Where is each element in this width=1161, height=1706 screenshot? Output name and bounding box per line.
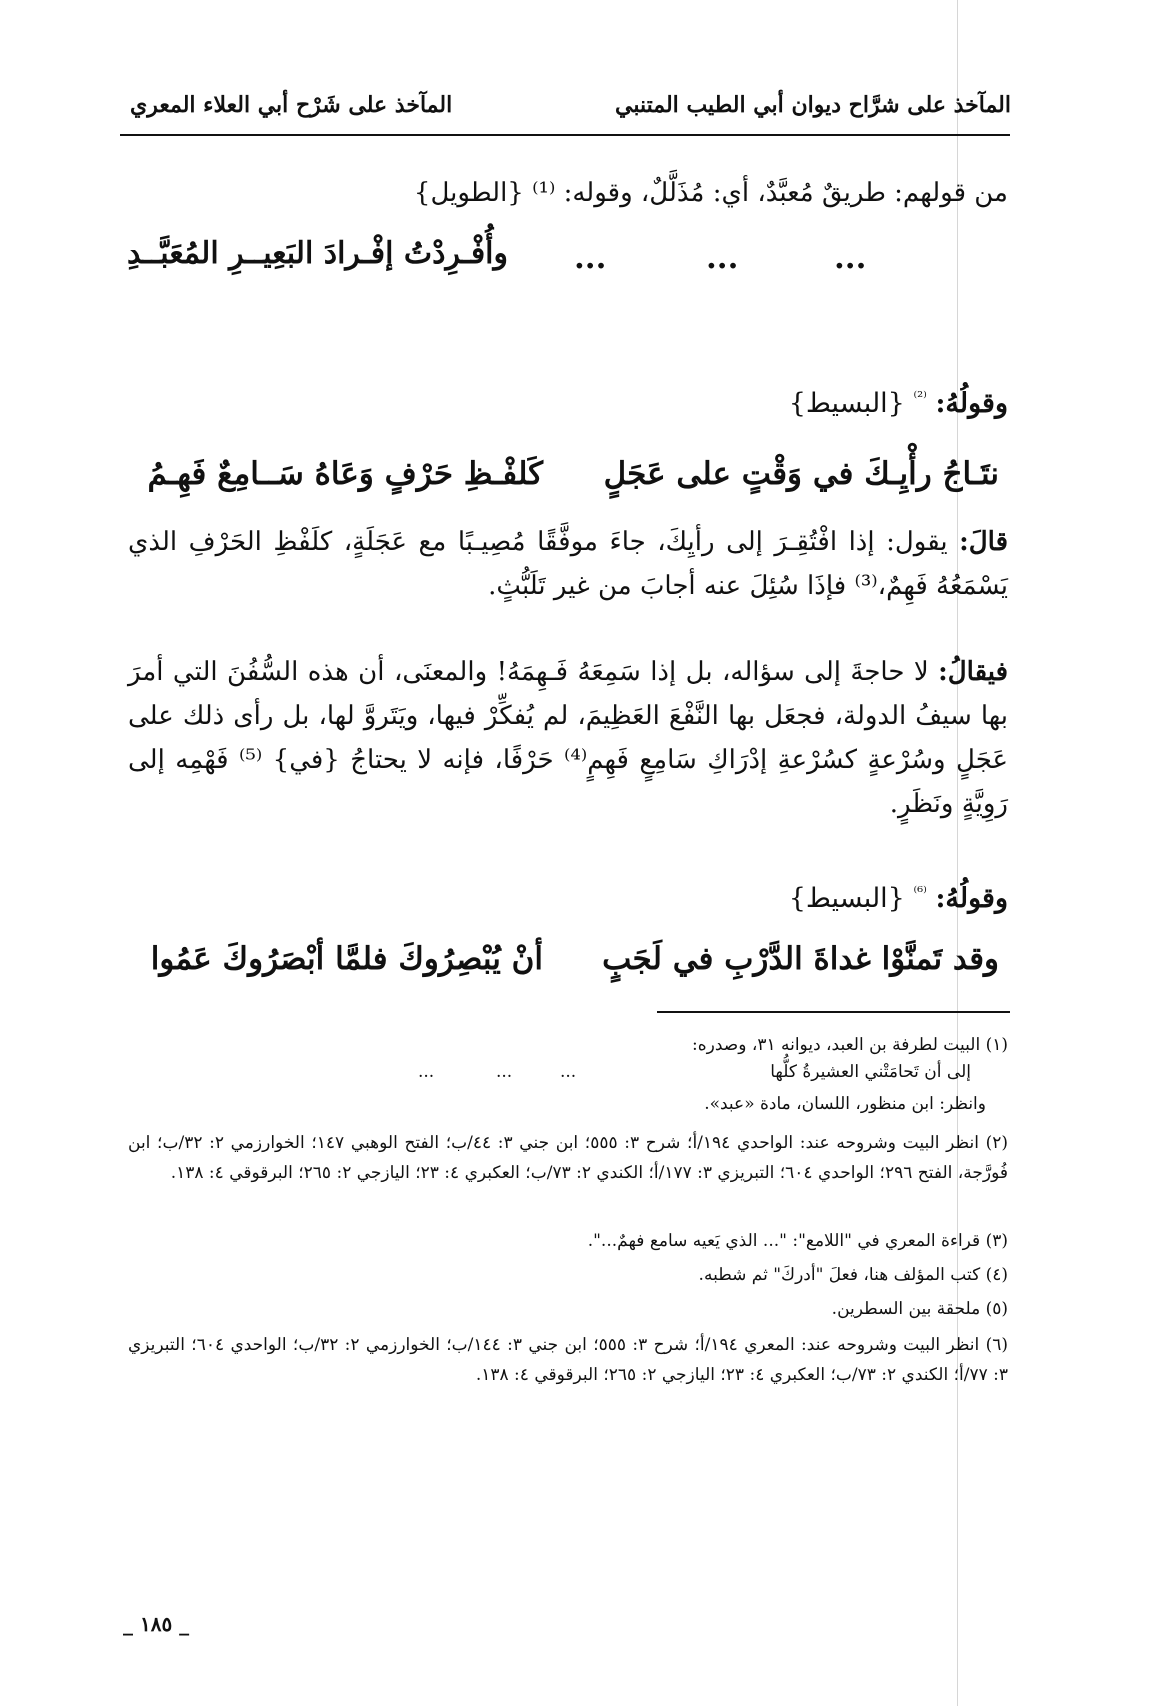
poem2-hemistich-1: وقد تَمنَّوْا غداةَ الدَّرْبِ في لَجَبٍ bbox=[602, 941, 999, 977]
paragraph-2-lead: فيقالُ: bbox=[938, 657, 1008, 687]
poem2-meter: {البسيط} bbox=[788, 883, 905, 914]
footnote-5: (٥) ملحقة بين السطرين. bbox=[831, 1299, 1008, 1319]
running-head-left: المآخذ على شَرْح أبي العلاء المعري bbox=[130, 92, 453, 118]
poem1-label-word: وقولُهُ: bbox=[935, 388, 1008, 419]
poem2-label-word: وقولُهُ: bbox=[935, 883, 1008, 914]
poem2-footnote-ref: ⁽⁶⁾ bbox=[913, 883, 927, 901]
intro-verse-hemistich: وأُفْـرِدْتُ إفْـرادَ البَعِيــرِ المُعَبَّــدِ bbox=[126, 236, 508, 271]
poem1-hemistich-2: كَلفْـظِ حَرْفٍ وَعَاهُ سَــامِعٌ فَهِـمُ bbox=[147, 456, 543, 492]
footnote-3: (٣) قراءة المعري في "اللامع": "... الذي يَعيه سامع فهمٌ...". bbox=[587, 1231, 1008, 1251]
poem1-footnote-ref: ⁽²⁾ bbox=[913, 388, 927, 406]
footnote-1-dots-1: ... bbox=[560, 1062, 577, 1082]
commentary-paragraph-2 bbox=[128, 650, 1008, 826]
commentary-paragraph-1 bbox=[128, 520, 1008, 608]
intro-verse-dots-2: ... bbox=[706, 240, 739, 276]
paragraph-2-text: لا حاجةَ إلى سؤاله، بل إذا سَمِعَهُ فَـهِمَهُ! والمعنَى، أن هذه السُّفُنَ التي أمرَ بها سيفُ الدولة، فجعَل بها النَّفْعَ العَظِيمَ، لم يُفكِّرْ فيها، ويَتَروَّ لها، بل رأى ذلك على عَجَلٍ وسُرْعةٍ كسُرْعةِ إدْرَاكِ سَامِعٍ فَهِمٍ⁽⁴⁾ حَرْفًا، فإنه لا يحتاجُ {في} ⁽⁵⁾ فَهْمِه إلى رَوِيَّةٍ ونَظَرٍ. bbox=[128, 657, 1008, 819]
intro-line: من قولهم: طريقٌ مُعبَّدٌ، أي: مُذَلَّلٌ، وقوله: ⁽¹⁾ {الطويل} bbox=[413, 178, 1008, 208]
poem1-meter: {البسيط} bbox=[788, 388, 905, 419]
poem2-label bbox=[789, 883, 1008, 914]
poem1-hemistich-1: نتَـاجُ رأْيِـكَ في وَقْتٍ على عَجَلٍ bbox=[603, 456, 999, 492]
intro-verse-dots-3: ... bbox=[574, 240, 607, 276]
running-head-right: المآخذ على شرَّاح ديوان أبي الطيب المتنبي bbox=[615, 92, 1011, 118]
header-rule bbox=[120, 134, 1010, 136]
footnote-1: (١) البيت لطرفة بن العبد، ديوانه ٣١، وصدره: bbox=[692, 1035, 1008, 1055]
poem2-hemistich-2: أنْ يُبْصِرُوكَ فلمَّا أبْصَرُوكَ عَمُوا bbox=[150, 941, 543, 977]
footnote-1-dots-2: ... bbox=[496, 1062, 513, 1082]
footnote-separator bbox=[657, 1011, 1010, 1013]
footnote-1-reference: وانظر: ابن منظور، اللسان، مادة «عبد». bbox=[704, 1094, 986, 1114]
paragraph-1-lead: قالَ: bbox=[959, 527, 1008, 557]
footnote-4: (٤) كتب المؤلف هنا، فعلَ "أدركَ" ثم شطبه. bbox=[698, 1265, 1008, 1285]
footnote-2: (٢) انظر البيت وشروحه عند: الواحدي ١٩٤/أ؛ شرح ٣: ٥٥٥؛ ابن جني ٣: ٤٤/ب؛ الفتح الوهبي ١٤٧؛ الخوارزمي ٢: ٣٢/ب؛ ابن فُورَّجة، الفتح ٢٩٦؛ الواحدي ٦٠٤؛ التبريزي ٣: ١٧٧/أ؛ الكندي ٢: ٧٣/ب؛ العكبري ٤: ٢٣؛ اليازجي ٢: ٢٦٥؛ البرقوقي ٤: ١٣٨. bbox=[128, 1133, 1009, 1183]
footnote-1-verse: إلى أن تَحامَتْني العشيرةُ كلُّها bbox=[770, 1062, 971, 1082]
page-gutter-line bbox=[957, 0, 958, 1706]
footnote-1-dots-3: ... bbox=[418, 1062, 435, 1082]
intro-verse-dots-1: ... bbox=[834, 240, 867, 276]
poem1-label bbox=[789, 388, 1008, 419]
footnote-6: (٦) انظر البيت وشروحه عند: المعري ١٩٤/أ؛ شرح ٣: ٥٥٥؛ ابن جني ٣: ١٤٤/ب؛ الخوارزمي ٢: ٣٢/ب؛ الواحدي ٦٠٤؛ التبريزي ٣: ٧٧/أ؛ الكندي ٢: ٧٣/ب؛ العكبري ٤: ٢٣؛ اليازجي ٢: ٢٦٥؛ البرقوقي ٤: ١٣٨. bbox=[128, 1335, 1008, 1385]
paragraph-1-text: يقول: إذا افْتُقِـرَ إلى رأيِكَ، جاءَ موفَّقًا مُصِيـبًا مع عَجَلَةٍ، كلَفْظِ الحَرْفِ الذي يَسْمَعُهُ فَهِمٌ،⁽³⁾ فإذَا سُئِلَ عنه أجابَ من غير تَلَبُّثٍ. bbox=[128, 527, 1008, 601]
page-number: _ ١٨٥ _ bbox=[123, 1612, 190, 1636]
